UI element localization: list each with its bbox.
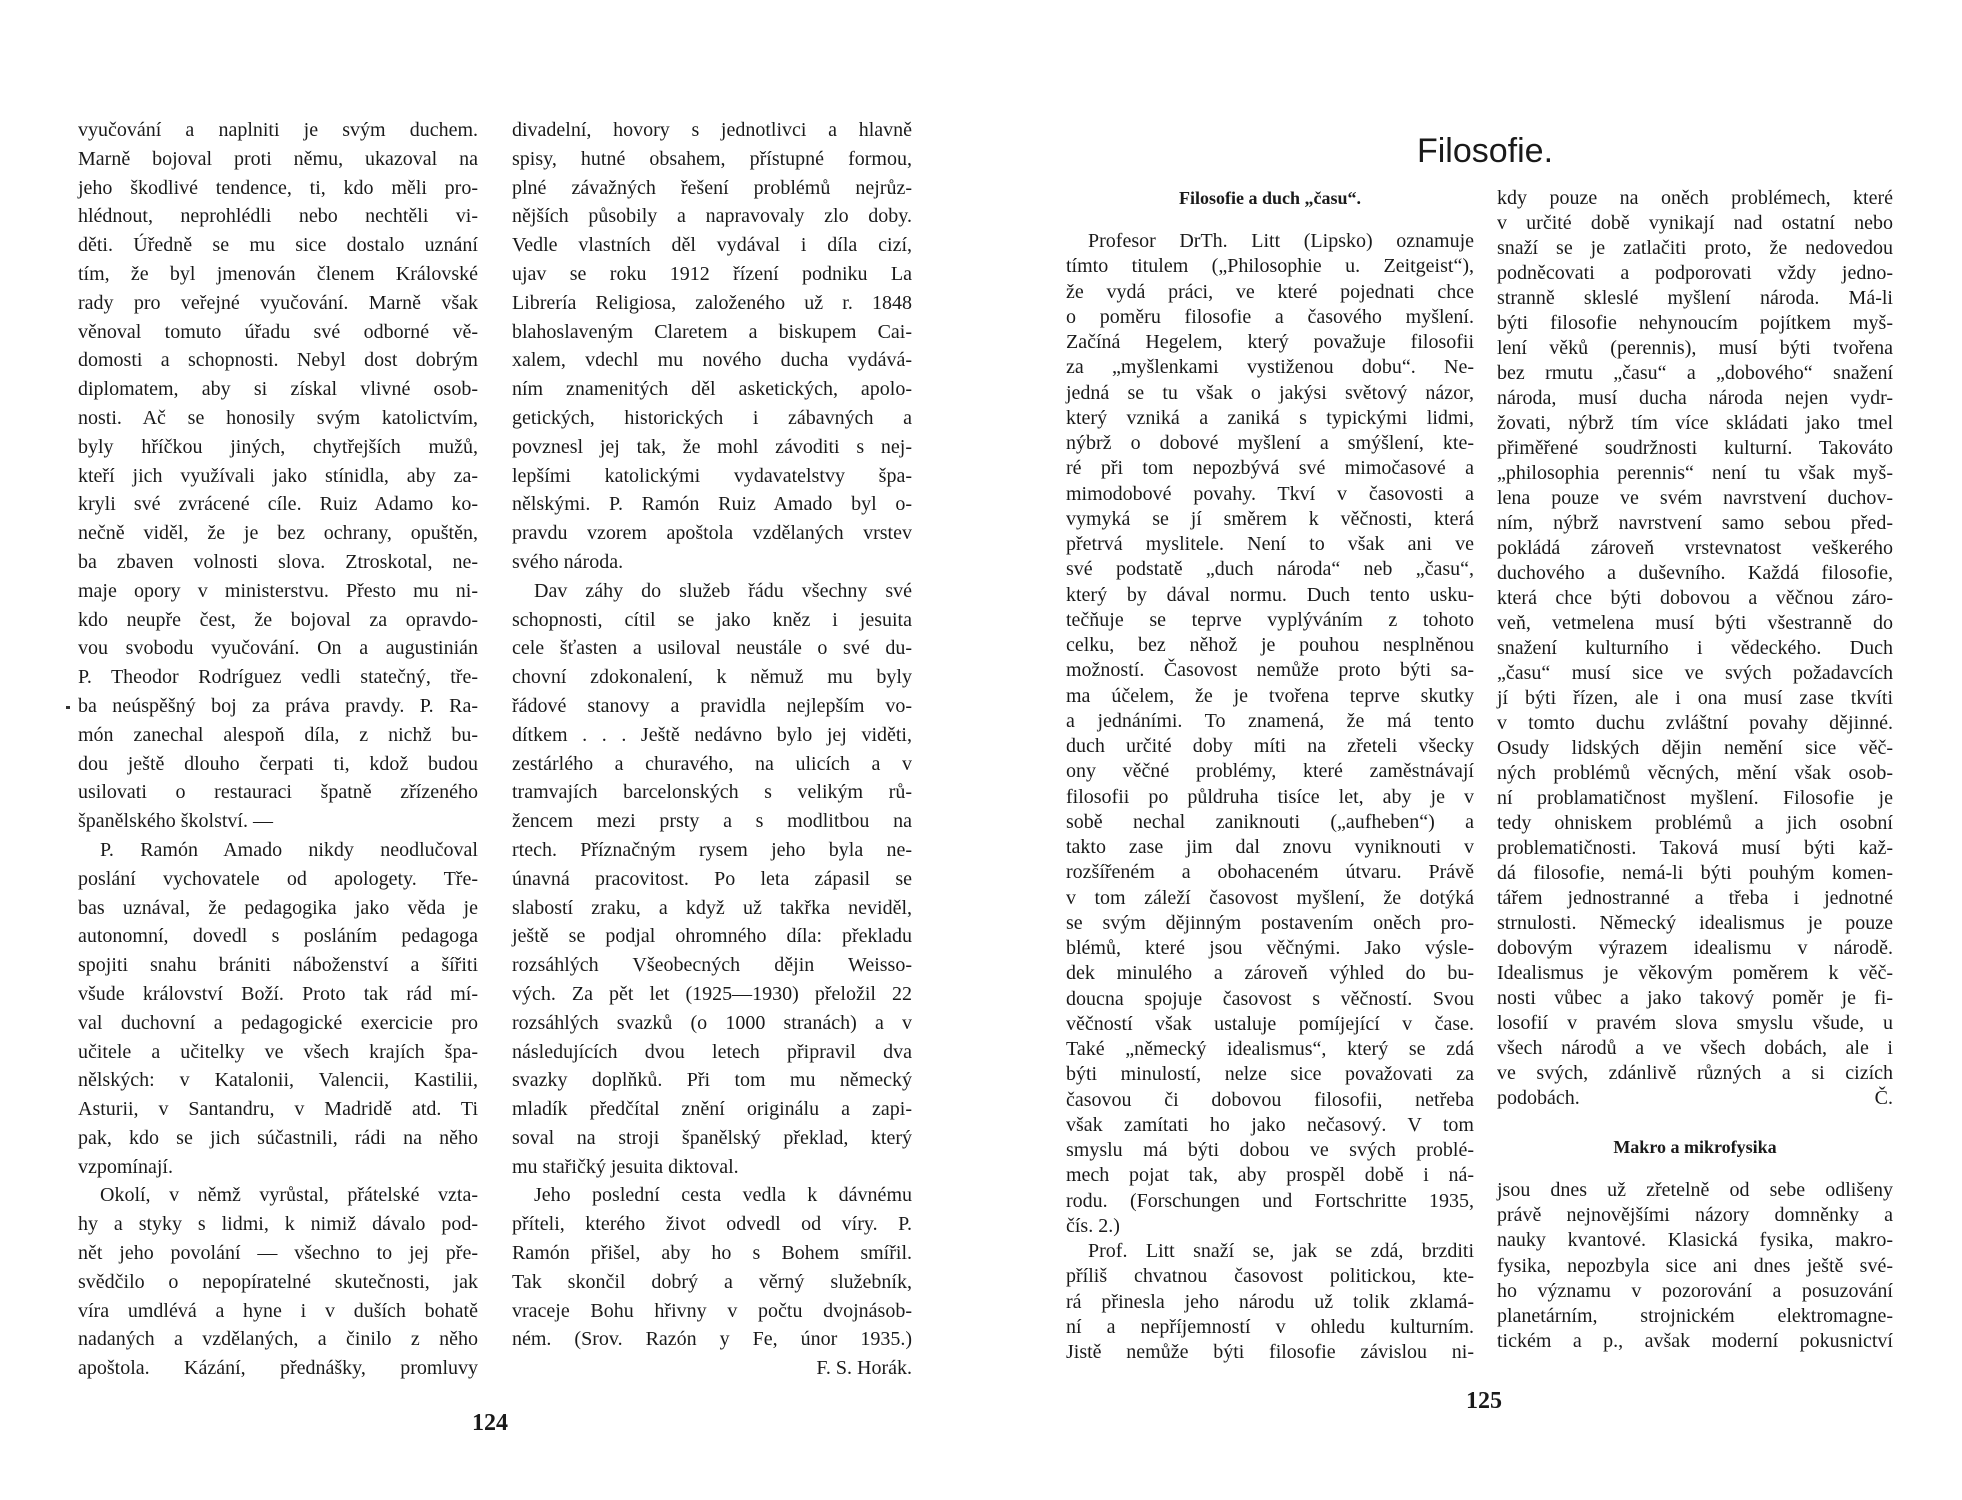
text-line: nělskými. P. Ramón Ruiz Amado byl o- — [512, 493, 912, 516]
text-line: P. Ramón Amado nikdy neodlučoval — [100, 838, 478, 861]
text-line: ném. (Srov. Razón y Fe, únor 1935.) — [512, 1328, 912, 1351]
text-line: rodu. (Forschungen und Fortschritte 1935, — [1066, 1189, 1474, 1212]
text-line: snažení kulturního i vědeckého. Duch — [1497, 637, 1893, 659]
text-line: únavná pracovitost. Po leta zápasil se — [512, 867, 912, 890]
article-title: Filosofie a duch „času“. — [1178, 188, 1361, 208]
text-line: se svým dějinným postavením oněch pro- — [1066, 911, 1474, 934]
text-line: dobovým výrazem idealismu v národě. — [1497, 937, 1893, 959]
text-line: Librería Religiosa, založeného už r. 1848 — [512, 291, 912, 314]
text-line: snaží se je zatlačiti proto, že nedovedou — [1497, 237, 1893, 259]
text-line: nět jeho povolání — všechno to jej pře- — [78, 1242, 478, 1265]
text-line: následujících dvou letech připravil dva — [512, 1040, 912, 1063]
text-line: veň, vetmelena musí býti všestranně do — [1497, 612, 1893, 634]
text-line: Také „německý idealismus“, který se zdá — [1066, 1038, 1474, 1060]
text-line: losofií v pravém slova smyslu všude, u — [1497, 1012, 1893, 1034]
text-line: učitele a učitelky ve všech krajích špa- — [78, 1040, 478, 1063]
text-line: rady pro veřejné vyučování. Marně však — [78, 291, 478, 314]
text-line: svazky doplňků. Při tom mu německý — [512, 1069, 912, 1092]
text-line: kdo neupře čest, že bojoval za opravdo- — [78, 608, 478, 631]
text-line: právě nejnovějšími názory domněnky a — [1497, 1204, 1893, 1227]
text-line: v tomto duchu zvláštní povahy dějinné. — [1497, 712, 1893, 734]
text-line: vraceje Bohu hřivny v počtu dvojnásob- — [512, 1299, 912, 1322]
text-line: možností. Časovost nemůže proto býti sa- — [1066, 659, 1474, 682]
text-line: která chce býti dobovou a věčnou záro- — [1497, 587, 1893, 609]
text-line: ony věčné problémy, které zaměstnávají — [1066, 760, 1474, 783]
text-line: přetrvá myslitele. Není to však ani ve — [1066, 533, 1474, 555]
text-line: ba zbaven volnosti slova. Ztroskotal, ne- — [78, 550, 478, 573]
page-number: 125 — [1466, 1388, 1502, 1414]
text-line: ní a nepříjemností v ohledu kulturním. — [1066, 1315, 1474, 1338]
text-line: ní problamatičnost myšlení. Filosofie je — [1497, 787, 1893, 809]
text-line: bez rmutu „času“ a „dobového“ snažení — [1497, 362, 1893, 384]
text-line: hy a styky s lidmi, k nimiž dávalo pod- — [78, 1213, 478, 1236]
text-line: strnulosti. Německý idealismus je pouze — [1497, 912, 1893, 934]
text-line: dek minulého a zároveň výhled do bu- — [1066, 962, 1474, 985]
text-line: čís. 2.) — [1066, 1214, 1120, 1237]
text-line: svého národa. — [512, 550, 624, 573]
text-line: blahoslaveným Claretem a biskupem Cai- — [512, 320, 912, 343]
text-line: dá filosofie, nemá-li býti pouhým komen- — [1497, 862, 1893, 884]
left-page-column-1 — [78, 116, 478, 1383]
text-line: poslání vychovatele od apologety. Tře- — [78, 867, 478, 890]
text-line: doucna spojuje časovost s věčností. Svou — [1066, 987, 1474, 1010]
text-line: món zanechal alespoň díla, z nichž bu- — [78, 723, 478, 746]
text-line: přiměřené soudržnosti kulturní. Takováto — [1497, 437, 1893, 459]
text-line: býti filosofie nehynoucím pojítkem myš- — [1497, 312, 1893, 334]
text-line: apoštola. Kázání, přednášky, promluvy — [78, 1357, 478, 1380]
text-line: filosofii po půldruha tisíce let, aby je v — [1066, 785, 1474, 808]
text-line: mladík předčítal znění originálu a zapi- — [512, 1098, 912, 1121]
text-line: své podstatě „duch národa“ neb „času“, — [1066, 558, 1474, 581]
text-line: ním znamenitých děl asketických, apolo- — [512, 378, 912, 401]
text-line: pravdu vzorem apoštola vzdělaných vrstev — [512, 522, 912, 545]
text-line: rozsáhlých Všeobecných dějin Weisso- — [512, 954, 912, 977]
text-line: planetárním, strojnickém elektromagne- — [1497, 1304, 1893, 1327]
text-line: getických, historických i zábavných a — [512, 406, 912, 429]
text-line: jsou dnes už zřetelně od sebe odlišeny — [1497, 1179, 1893, 1201]
text-line: kryli své zvrácené cíle. Ruiz Adamo ko- — [78, 493, 478, 516]
text-line: tečňuje se teprve vyplýváním z tohoto — [1066, 608, 1474, 631]
text-line: řádové stanovy a pravidla nejlepším vo- — [512, 694, 912, 717]
text-line: podobách. Č. — [1497, 1087, 1893, 1109]
text-line: fysika, nepozbyla sice ani dnes ještě své- — [1497, 1254, 1893, 1277]
text-line: věčností však ustaluje pomíjející v čase. — [1066, 1012, 1474, 1035]
text-line: všude království Boží. Proto tak rád mí- — [78, 982, 478, 1005]
text-line: divadelní, hovory s jednotlivci a hlavně — [512, 119, 912, 141]
text-line: v určité době vynikají nad ostatní nebo — [1497, 212, 1893, 234]
text-line: Marně bojoval proti němu, ukazoval na — [78, 147, 478, 170]
text-line: problematičnosti. Taková musí býti kaž- — [1497, 837, 1893, 859]
text-line: že vydá práci, ve které pojednati chce — [1066, 280, 1474, 303]
text-line: schopnosti, cítil se jako kněz i jesuita — [512, 608, 912, 631]
page-number: 124 — [472, 1410, 508, 1436]
text-line: bas uznával, že pedagogika jako věda je — [78, 896, 478, 919]
text-line: Dav záhy do služeb řádu všechny své — [534, 579, 912, 602]
text-line: spisy, hutné obsahem, přístupné formou, — [512, 147, 912, 170]
text-line: Prof. Litt snaží se, jak se zdá, brzditi — [1088, 1240, 1474, 1262]
text-line: rozsáhlých svazků (o 1000 stranách) a v — [512, 1011, 912, 1034]
text-line: ve svých, zdánlivě různých a si cizích — [1497, 1062, 1893, 1084]
text-line: stranně skleslé myšlení národa. Má-li — [1497, 287, 1893, 309]
text-line: vých. Za pět let (1925—1930) přeložil 22 — [512, 982, 912, 1005]
text-line: mech pojat tak, aby prospěl době i ná- — [1066, 1164, 1474, 1187]
right-page-column-2 — [1497, 186, 1893, 1111]
scan-mark — [66, 706, 70, 709]
text-line: F. S. Horák. — [816, 1357, 912, 1380]
text-line: a jednáními. To znamená, že má tento — [1066, 709, 1474, 732]
text-line: časovou či dobovou filosofii, netřeba — [1066, 1088, 1474, 1111]
text-line: kteří jich využívali jako stínidla, aby za- — [78, 464, 478, 487]
text-line: Asturii, v Santandru, v Madridě atd. Ti — [78, 1098, 478, 1121]
text-line: pak, kdo se jich súčastnili, rádi na něho — [78, 1126, 478, 1149]
text-line: který by dával normu. Duch tento usku- — [1066, 583, 1474, 606]
text-line: rozšířeném a obohaceném útvaru. Právě — [1066, 861, 1474, 884]
text-line: nečně viděl, že je bez ochrany, opuštěn, — [78, 522, 478, 545]
text-line: Idealismus je věkovým poměrem k věč- — [1497, 962, 1893, 984]
text-line: chovní zdokonalení, k němuž mu byly — [512, 666, 912, 689]
text-line: maje opory v ministerstvu. Přesto mu ni- — [78, 579, 478, 602]
text-line: ma účelem, že je tvořena teprve skutky — [1066, 684, 1474, 707]
text-line: diplomatem, aby si získal vlivné osob- — [78, 378, 478, 401]
text-line: Ramón přišel, aby ho s Bohem smířil. — [512, 1242, 912, 1265]
text-line: svědčilo o nepopíratelné skutečnosti, jak — [78, 1270, 478, 1293]
text-line: P. Theodor Rodríguez vedli statečný, tře- — [78, 666, 478, 689]
right-page-column-1 — [1066, 229, 1474, 1365]
text-line: tím, že byl jmenován členem Královské — [78, 262, 478, 285]
text-line: který vzniká a zaniká s typickými lidmi, — [1066, 406, 1474, 429]
text-line: byly hříčkou jiných, chytřejších mužů, — [78, 435, 478, 458]
text-line: nýbrž o dobové myšlení a smýšlení, kte- — [1066, 432, 1474, 454]
text-line: jeho škodlivé tendence, ti, kdo měli pro- — [78, 176, 478, 199]
text-line: pokládá zároveň vrstevnatost veškerého — [1497, 537, 1893, 559]
text-line: nauky kvantové. Klasická fysika, makro- — [1497, 1229, 1893, 1252]
text-line: podněcovati a podporovati vždy jedno- — [1497, 262, 1893, 284]
text-line: Začíná Hegelem, který považuje filosofii — [1066, 331, 1474, 353]
text-line: duch určité doby míti na zřeteli všecky — [1066, 735, 1474, 757]
text-line: Tak skončil dobrý a věrný služebník, — [512, 1270, 912, 1293]
text-line: nělských: v Katalonii, Valencii, Kastilii, — [78, 1069, 478, 1092]
text-line: sobě nechal zaniknouti („aufheben“) a — [1066, 810, 1474, 833]
text-line: vou svobodu vyučování. On a augustinián — [78, 637, 478, 660]
text-line: usilovati o restauraci špatně zřízeného — [78, 781, 478, 804]
text-line: ještě se podjal ohromného díla: překladu — [512, 925, 912, 948]
text-line: slabostí zraku, a když už takřka neviděl, — [512, 896, 912, 919]
text-line: hlédnout, neprohlédli nebo nechtěli vi- — [78, 205, 478, 228]
text-line: smyslu má býti dobou ve svých problé- — [1066, 1139, 1474, 1161]
text-line: mu stařičký jesuita diktoval. — [512, 1155, 739, 1178]
section-title: Filosofie. — [1416, 132, 1554, 170]
text-line: celku, bez něhož je pouhou nesplněnou — [1066, 634, 1474, 656]
text-line: ba neúspěšný boj za práva pravdy. P. Ra- — [78, 694, 478, 717]
text-line: lena pouze ve svém navrstvení duchov- — [1497, 487, 1893, 509]
text-line: val duchovní a pedagogické exercicie pro — [78, 1011, 478, 1034]
text-line: příteli, kterého život odvedl od víry. P. — [512, 1213, 912, 1236]
text-line: zestárlého a churavého, na ulicích a v — [512, 752, 912, 775]
text-line: nějších působily a napravovaly zlo doby. — [512, 205, 912, 228]
text-line: jedná se tu však o jakýsi světový názor, — [1066, 381, 1474, 404]
text-line: v tom záleží časovost myšlení, že dotýká — [1066, 886, 1474, 909]
text-line: „času“ musí sice ve svých požadavcích — [1497, 662, 1893, 684]
text-line: národa, musí ducha národa nejen vydr- — [1497, 387, 1893, 409]
text-line: plné závažných řešení problémů nejrůz- — [512, 176, 912, 199]
text-line: tickém a p., avšak moderní pokusnictví — [1497, 1330, 1893, 1353]
text-line: Osudy lidských dějin nemění sice věč- — [1497, 737, 1893, 759]
text-line: tářem jednostranné a třeba i jednotné — [1497, 887, 1893, 909]
text-line: víra umdlévá a hyne i v duších bohatě — [78, 1299, 478, 1322]
right-page-column-2-continued — [1497, 1178, 1893, 1354]
text-line: nosti. Ač se honosily svým katolictvím, — [78, 406, 478, 429]
text-line: xalem, vdechl mu nového ducha vydává- — [512, 349, 912, 372]
text-line: tramvajích barcelonských s velikým rů- — [512, 781, 912, 804]
text-line: lení věků (perennis), musí býti tvořena — [1497, 337, 1893, 359]
text-line: za „myšlenkami vystiženou dobu“. Ne- — [1066, 356, 1474, 379]
text-line: duchového a duševního. Každá filosofie, — [1497, 562, 1893, 584]
text-line: spojiti snahu brániti náboženství a šířiti — [78, 954, 478, 977]
text-line: autonomní, dovedl s posláním pedagoga — [78, 925, 478, 948]
text-line: ných problémů věcných, mění však osob- — [1497, 762, 1893, 784]
text-line: žovati, nýbrž tím více skládati jako tmel — [1497, 412, 1893, 434]
text-line: o poměru filosofie a časového myšlení. — [1066, 305, 1474, 328]
text-line: nosti vůbec a jako takový poměr je fi- — [1497, 987, 1893, 1009]
text-line: dítkem . . . Ještě nedávno bylo jej viděti, — [512, 723, 912, 746]
text-line: kdy pouze na oněch problémech, které — [1497, 187, 1893, 209]
text-line: španělského školství. — — [78, 810, 273, 833]
text-line: nadaných a vzdělaných, a činilo z něho — [78, 1328, 478, 1351]
text-line: cele šťasten a usiloval neustále o své du- — [512, 637, 912, 660]
text-line: „philosophia perennis“ není tu však myš- — [1497, 462, 1893, 484]
text-line: žencem mezi prsty a s modlitbou na — [512, 810, 912, 833]
text-line: takto zase jim dal znovu vyniknouti v — [1066, 836, 1474, 858]
text-line: mimodobové povahy. Tkví v časovosti a — [1066, 482, 1474, 505]
article-title: Makro a mikrofysika — [1613, 1137, 1777, 1157]
text-line: vyučování a naplniti je svým duchem. — [78, 119, 478, 141]
text-line: jí býti řízen, ale i ona musí zase tkvíti — [1497, 687, 1893, 709]
text-line: ho významu v pozorování a posuzování — [1497, 1279, 1893, 1302]
text-line: dou ještě dlouho čerpati ti, kdož budou — [78, 752, 478, 775]
text-line: příliš chvatnou časovost politickou, kte- — [1066, 1265, 1474, 1288]
text-line: Jistě nemůže býti filosofie závislou ni- — [1066, 1341, 1474, 1363]
text-line: všech národů a ve všech dobách, ale i — [1497, 1037, 1893, 1059]
text-line: Jeho poslední cesta vedla k dávnému — [534, 1184, 912, 1207]
text-line: domosti a schopnosti. Nebyl dost dobrým — [78, 349, 478, 372]
text-line: ujav se roku 1912 řízení podniku La — [512, 262, 912, 285]
text-line: ním, nýbrž navrstvení samo sebou před- — [1497, 512, 1893, 534]
text-line: děti. Úředně se mu sice dostalo uznání — [78, 234, 478, 257]
text-line: Okolí, v němž vyrůstal, přátelské vzta- — [100, 1184, 478, 1207]
text-line: tímto titulem („Philosophie u. Zeitgeist“), — [1066, 255, 1474, 278]
text-line: vymyká se jí směrem k věčnosti, která — [1066, 507, 1474, 530]
text-line: vzpomínají. — [78, 1155, 173, 1178]
text-line: tedy ohniskem problémů a jich osobní — [1497, 812, 1893, 834]
text-line: rtech. Příznačným rysem jeho byla ne- — [512, 838, 912, 861]
text-line: věnoval tomuto úřadu své odborné vě- — [78, 320, 478, 343]
text-line: však zamítati ho jako nečasový. V tom — [1066, 1113, 1474, 1136]
text-line: ré při tom nepozbývá své mimočasové a — [1066, 457, 1474, 480]
text-line: lepšími katolickými vydavatelstvy špa- — [512, 464, 912, 487]
text-line: býti minulostí, nelze sice považovati za — [1066, 1063, 1474, 1086]
text-line: Profesor DrTh. Litt (Lipsko) oznamuje — [1088, 230, 1474, 252]
text-line: povznesl jej tak, že mohl závoditi s nej- — [512, 435, 912, 458]
text-line: blémů, které jsou věčnými. Jako výsle- — [1066, 937, 1474, 959]
left-page-column-2 — [512, 116, 912, 1383]
text-line: Vedle vlastních děl vydával i díla cizí, — [512, 234, 912, 257]
text-line: soval na stroji španělský překlad, který — [512, 1126, 912, 1149]
text-line: rá přinesla jeho národu už tolik zklamá- — [1066, 1290, 1474, 1313]
